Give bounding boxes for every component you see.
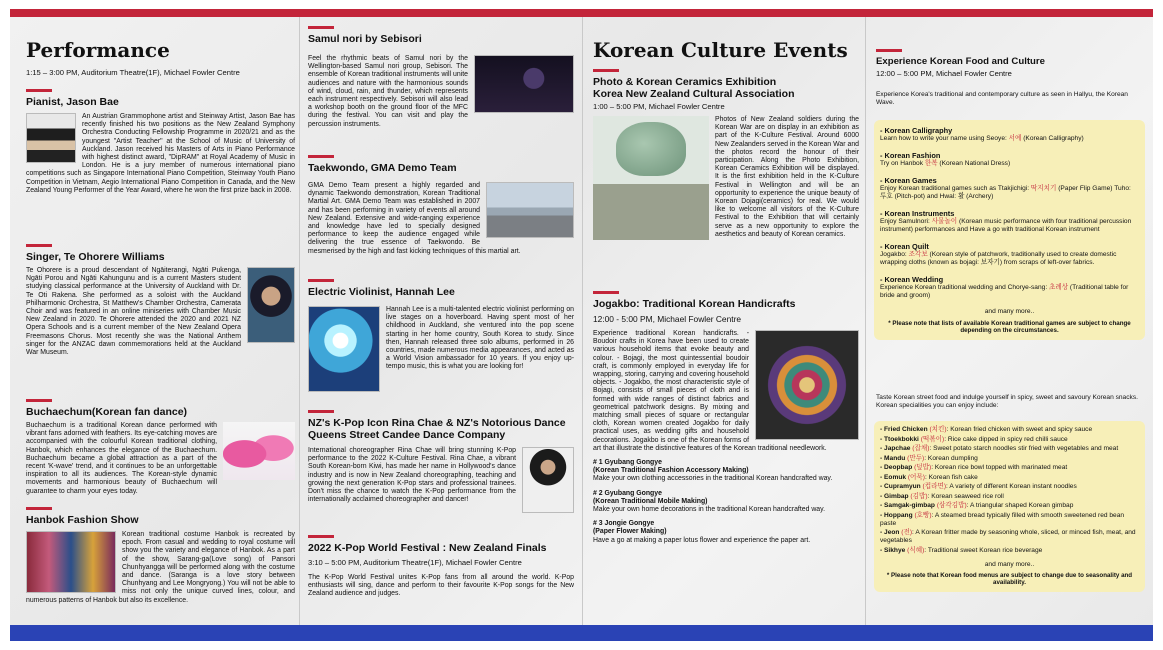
red-accent-bar bbox=[876, 49, 902, 52]
hanbok-heading: Hanbok Fashion Show bbox=[26, 514, 139, 526]
festival-time: 3:10 – 5:00 PM, Auditorium Theatre(1F), Michael Fowler Centre bbox=[308, 558, 522, 567]
jogakbo-time: 12:00 - 5:00 PM, Michael Fowler Centre bbox=[593, 314, 742, 324]
culture-activity-item bbox=[880, 176, 1139, 201]
pianist-section bbox=[26, 89, 295, 195]
activity-description bbox=[880, 218, 1139, 234]
gongye-description: Make your own clothing accessories in the traditional Korean handcrafted way. bbox=[593, 475, 833, 483]
activity-text: (Traditional table for bride and groom) bbox=[880, 284, 1129, 299]
pianist-heading: Pianist, Jason Bae bbox=[26, 96, 119, 108]
red-accent-bar bbox=[593, 291, 619, 294]
gongye-subtitle: (Korean Traditional Fashion Accessory Making) bbox=[593, 467, 749, 475]
photo-exhibition-description: Photos of New Zealand soldiers during the Korean War are on display in an exhibition as part of the K-Culture Festival. Around 6000 New Zealanders served in the Korean War and the photos record the honour of their participation. Along the Photo Exhibition, Korean Ceramics Exhibition will be displayed. It is the first exhibition held in the K-Culture Festival in Wellington and will be an opportunity to experience the unique beauty of Korean Dojagi(ceramics) for real. We would like to welcome all visitors of the K-Culture Festival to the Exhibition that will certainly serve as a new opportunity to explore the aesthetics and beauty of Korean ceramics. bbox=[715, 116, 859, 238]
red-accent-bar bbox=[26, 399, 52, 402]
food-intro: Taste Korean street food and indulge yourself in spicy, sweet and savoury Korean snacks. Korean specialities you can enjoy include: bbox=[876, 394, 1138, 409]
food-korean-name: (김밥) bbox=[910, 492, 928, 500]
activity-title: - Korean Fashion bbox=[880, 151, 941, 160]
activity-description bbox=[880, 251, 1139, 267]
activity-description bbox=[880, 160, 1139, 168]
activity-text: (Korean style of patchwork, traditionally used to create domestic wrapping cloths (known as bojagi: 보자기) from scraps of left-over fabrics. bbox=[880, 251, 1117, 266]
photo-exhibition-heading: Photo & Korean Ceramics Exhibition bbox=[593, 76, 777, 88]
food-note: * Please note that Korean food menus are subject to change due to seasonality and availability. bbox=[886, 571, 1133, 586]
gongye-subtitle: (Paper Flower Making) bbox=[593, 528, 667, 536]
food-description: : A triangular shaped Korean gimbap bbox=[966, 502, 1074, 509]
food-korean-name: (잡채) bbox=[912, 445, 930, 452]
kpop-section bbox=[308, 410, 574, 515]
red-accent-bar bbox=[308, 535, 334, 538]
food-intro-section bbox=[876, 394, 1143, 410]
taekwondo-heading: Taekwondo, GMA Demo Team bbox=[308, 162, 457, 174]
activity-title: - Korean Quilt bbox=[880, 242, 929, 251]
red-accent-bar bbox=[308, 279, 334, 282]
food-item bbox=[880, 502, 1139, 510]
jogakbo-description: Experience traditional Korean handicrafts. - Boudoir crafts in Korea have been used to create various household items that evoke beauty and colour. - Bojagi, the most quintessential boudoir craft, is commonly employed in everyday life for wrapping, storing, carrying and covering household objects. - Jogakbo, the most characteristic style of Bojagi, consists of small pieces of cloth and is formed with wide ranges of distinct fabrics and geometrical patchwork designs. By mixing and matching small pieces of square or rectangular cloth, Korean women created Jogakbo for daily practical uses, as wedding gifts and household decorations. Jogakbo is one of the Korean forms of art that illustrate the distinctive features of the Korean traditional needlework. bbox=[593, 330, 827, 452]
food-items-list bbox=[880, 426, 1139, 555]
culture-activity-item bbox=[880, 126, 1139, 143]
singer-section bbox=[26, 244, 295, 357]
food-culture-time: 12:00 – 5:00 PM, Michael Fowler Centre bbox=[876, 69, 1012, 78]
gongye-subtitle: (Korean Traditional Mobile Making) bbox=[593, 497, 708, 505]
food-item bbox=[880, 547, 1139, 555]
samul-description: Feel the rhythmic beats of Samul nori by the Wellington-based Samul nori group, Sebisori. The ensemble of Korean traditional instruments will unite audiences and nature with the harmonious sounds of wind, cloud, rain, and thunder, which represents each instrument respectively. Sebisori will also lead a workshop booth on the ground floor of the MFC during the festival. You can visit and play the percussion instruments. bbox=[308, 55, 468, 128]
food-name: - Japchae bbox=[880, 445, 911, 452]
hanbok-section bbox=[26, 507, 295, 605]
food-name: - Mandu bbox=[880, 454, 906, 462]
activity-text: Try on Hanbok bbox=[880, 160, 925, 167]
photo-exhibition-time: 1:00 – 5:00 PM, Michael Fowler Centre bbox=[593, 102, 725, 111]
food-korean-name: (어묵) bbox=[907, 473, 925, 481]
red-accent-bar bbox=[26, 507, 52, 510]
gongye-description: Have a go at making a paper lotus flower and experience the paper art. bbox=[593, 536, 811, 544]
red-accent-bar bbox=[26, 89, 52, 92]
performance-time: 1:15 – 3:00 PM, Auditorium Theatre(1F), Michael Fowler Centre bbox=[26, 68, 240, 77]
jogakbo-section bbox=[593, 291, 859, 545]
samul-section bbox=[308, 26, 574, 129]
column-culture-events bbox=[583, 17, 865, 625]
culture-items-list bbox=[880, 126, 1139, 300]
gongye-title: # 3 Jongie Gongye bbox=[593, 520, 655, 528]
activity-text: (Korean Calligraphy) bbox=[1021, 135, 1084, 142]
food-item bbox=[880, 474, 1139, 482]
food-item bbox=[880, 455, 1139, 463]
gongye-1 bbox=[593, 459, 859, 484]
food-description: : A Korean fritter made by seasoning whole, sliced, or minced fish, meat, and vegetables bbox=[880, 529, 1136, 544]
buchae-description: Buchaechum is a traditional Korean dance performed with vibrant fans adorned with feathers. Its eye-catching moves are accompanied with the colourful Korean traditional clothing, Hanbok, which enhances the elegance of the Buchaechum. Buchaechum became a global attraction as a part of the recent 'K-wave' trend, and it continues to be an unforgettable inspiration to all its audiences. The Korean-style dynamic movements and harmonious beauty of Buchaechum will guarantee to charm your eyes today. bbox=[26, 422, 217, 495]
food-item bbox=[880, 483, 1139, 491]
festival-heading: 2022 K-Pop World Festival : New Zealand Finals bbox=[308, 542, 547, 554]
food-name: - Ttoekbokki bbox=[880, 435, 919, 443]
food-korean-name: (식혜) bbox=[907, 546, 925, 554]
food-name: - Sikhye bbox=[880, 546, 906, 554]
food-name: - Hoppang bbox=[880, 511, 913, 519]
food-item bbox=[880, 512, 1139, 528]
festival-section bbox=[308, 535, 574, 599]
pianist-bio: An Austrian Grammophone artist and Steinway Artist, Jason Bae has recently finished his two positions as the New Zealand Symphony Orchestra Conducting Fellowship Programme in 2020/21 and as the youngest "Artist Teacher" at the School of Music of University of Auckland. Jason received his Masters of Arts in Piano Performance with highest distinct award, "DipRAM" at Royal Academy of Music in London. He is a jury member of numerous international piano competitions such as Singapore International Piano Competition, Steinway Youth Piano Competition in Vietnam, Aegio International Piano Competition in Canada, and the New Zealand Young Performer of the Year Award, where he won the first prize back in 2008. bbox=[26, 113, 295, 194]
korean-term: 딱지치기 bbox=[1030, 185, 1057, 192]
korean-term: 사물놀이 bbox=[931, 218, 958, 225]
activity-text: Enjoy Samulnori: bbox=[880, 218, 932, 225]
violinist-photo bbox=[308, 306, 380, 392]
more-foods: and many more.. bbox=[984, 560, 1035, 568]
association-heading: Korea New Zealand Cultural Association bbox=[593, 88, 795, 100]
fan-dance-photo bbox=[223, 422, 295, 480]
gongye-2 bbox=[593, 490, 859, 515]
buchae-section bbox=[26, 399, 295, 496]
celadon-vase bbox=[616, 122, 686, 176]
activity-title: - Korean Instruments bbox=[880, 209, 955, 218]
pianist-photo bbox=[26, 113, 76, 163]
food-item bbox=[880, 529, 1139, 545]
bottom-blue-band bbox=[10, 625, 1153, 641]
activity-text: (Paper Flip Game) Tuho: 투호 (Pitch-pot) and Hwal: 활 (Archery) bbox=[880, 185, 1131, 200]
food-description: : Korean dumpling bbox=[924, 454, 978, 462]
food-description: : Rice cake dipped in spicy red chilli sauce bbox=[944, 435, 1068, 443]
taekwondo-description: GMA Demo Team present a highly regarded and dynamic Taekwondo demonstration, Korean Traditional Martial Art. GMA Demo Team was established in 2007 and has been performing in variety of events all around New Zealand. Extensive and wide-ranging experience and knowledge have led to specially designed performance to keep the audience engaged while delivering the true essence of Taekwondo. Be mesmerised by the high and fast kicking techniques of this martial art. bbox=[308, 182, 521, 255]
red-accent-bar bbox=[26, 244, 52, 247]
top-band bbox=[0, 0, 1163, 18]
food-item bbox=[880, 493, 1139, 501]
activity-description bbox=[880, 135, 1139, 143]
food-name: - Samgak-gimbap bbox=[880, 502, 935, 509]
food-item bbox=[880, 426, 1139, 434]
food-description: : Korean fish cake bbox=[925, 473, 978, 481]
activity-title: - Korean Wedding bbox=[880, 275, 944, 284]
festival-description: The K-Pop World Festival unites K-Pop fans from all around the world. K-Pop enthusiasts will sing, dance and perform to their favourite K-Pop songs for the New Zealand audience and judges. bbox=[308, 574, 574, 598]
column-performance bbox=[16, 17, 299, 625]
culture-activity-item bbox=[880, 209, 1139, 234]
activity-text: (Korean National Dress) bbox=[937, 160, 1011, 167]
hanbok-description: Korean traditional costume Hanbok is recreated by epoch. From casual and wedding to royal costume will show you the variety and elegance of Hanbok. As a part of the show, Sarang-ga(Love song) of Pansori Chunhyangga will be performed along with the costume and dance. (Saranga is a love story between Chunhyang and Lee Mongryong.) You will not be able to miss not only the unique curved lines, colour, and numerous patterns of Hanbok but also its excellence. bbox=[26, 531, 295, 604]
violin-section bbox=[308, 279, 574, 394]
activity-title: - Korean Games bbox=[880, 176, 937, 185]
food-description: : Traditional sweet Korean rice beverage bbox=[924, 546, 1043, 554]
activity-text: Enjoy Korean traditional games such as Ttakjichigi: bbox=[880, 185, 1031, 192]
red-accent-bar bbox=[593, 69, 619, 72]
culture-intro: Experience Korea's traditional and contemporary culture as seen in Hallyu, the Korean Wave. bbox=[876, 91, 1128, 106]
food-korean-name: (만두) bbox=[907, 454, 925, 462]
taekwondo-section bbox=[308, 155, 574, 256]
food-culture-header bbox=[876, 49, 1143, 107]
gongye-3 bbox=[593, 520, 859, 545]
samul-nori-photo bbox=[474, 55, 574, 113]
violin-description: Hannah Lee is a multi-talented electric violinist performing on live stages on a hoverboard. Having spent most of her childhood in Auckland, she ventured into the pop scene starting in her home country, South Korea to study. Since then, Hannah released three solo albums, performed in 26 countries, made numerous media appearances, and acted as a World Vision ambassador for 10 years. If you enjoy up-tempo music, this is what you are looking for! bbox=[386, 306, 574, 371]
food-name: - Cupramyun bbox=[880, 483, 921, 490]
culture-activity-item bbox=[880, 275, 1139, 300]
games-note: * Please note that lists of available Korean traditional games are subject to change depending on the circumstances. bbox=[888, 320, 1131, 334]
culture-activity-item bbox=[880, 151, 1139, 168]
ceramics-and-war-photo bbox=[593, 116, 709, 240]
activity-text: Learn how to write your name using Seoye: bbox=[880, 135, 1009, 142]
section-title-culture-events: Korean Culture Events bbox=[593, 38, 848, 62]
samul-heading: Samul nori by Sebisori bbox=[308, 33, 422, 45]
column-food-culture bbox=[866, 17, 1153, 625]
violin-heading: Electric Violinist, Hannah Lee bbox=[308, 286, 455, 298]
food-culture-heading: Experience Korean Food and Culture bbox=[876, 56, 1045, 67]
food-korean-name: (호빵) bbox=[914, 511, 932, 519]
singer-photo bbox=[247, 267, 295, 343]
food-name: - Jeon bbox=[880, 529, 900, 536]
food-name: - Fried Chicken bbox=[880, 426, 928, 433]
food-korean-name: (전) bbox=[901, 529, 913, 536]
red-accent-bar bbox=[308, 410, 334, 413]
food-description: : Korean fried chicken with sweet and spicy sauce bbox=[946, 426, 1093, 433]
food-description: : Korean rice bowl topped with marinated meat bbox=[931, 464, 1068, 471]
korean-term: 서예 bbox=[1008, 135, 1022, 142]
buchae-heading: Buchaechum(Korean fan dance) bbox=[26, 406, 188, 418]
food-item bbox=[880, 464, 1139, 472]
food-item bbox=[880, 445, 1139, 453]
activity-description bbox=[880, 185, 1139, 201]
gongye-title: # 1 Gyubang Gongye bbox=[593, 459, 662, 467]
food-name: - Eomuk bbox=[880, 473, 907, 481]
culture-activity-item bbox=[880, 242, 1139, 267]
food-korean-name: (삼각김밥) bbox=[936, 502, 967, 509]
more-activities: and many more.. bbox=[984, 308, 1035, 315]
red-accent-bar bbox=[308, 26, 334, 29]
food-korean-name: (덮밥) bbox=[914, 464, 932, 471]
rina-chae-photo bbox=[522, 447, 574, 513]
top-red-stripe bbox=[10, 9, 1153, 17]
singer-bio: Te Ohorere is a proud descendant of Ngāiterangi, Ngāti Pukenga, Ngāti Porou and Ngāti Kahungunu and is a current Masters student studying classical performance at the University of Auckland with Dr. Te Oti Rakena. She performed as a soloist with the Auckland Philharmonic Orchestra, St Matthew's Chamber Orchestra, Camerata Choir and was featured in an online miniseries with Chamber Music New Zealand in 2020. Te Ohorere attended the 2020 and 2021 NZ Opera Schools and is a current member of the New Zealand Opera Freemasons Chorus. Most recently she was the National Anthem singer for the ANZAC dawn commemorations held at the Auckland War Museum. bbox=[26, 267, 241, 357]
hanbok-show-photo bbox=[26, 531, 116, 593]
culture-activities-box bbox=[874, 120, 1145, 340]
gongye-title: # 2 Gyubang Gongye bbox=[593, 489, 662, 497]
taekwondo-photo bbox=[486, 182, 574, 238]
food-description: : A variety of different Korean instant noodles bbox=[946, 483, 1077, 490]
singer-heading: Singer, Te Ohorere Williams bbox=[26, 251, 165, 263]
red-accent-bar bbox=[308, 155, 334, 158]
korean-term: 한복 bbox=[924, 160, 938, 167]
food-description: : Korean seaweed rice roll bbox=[927, 492, 1004, 500]
section-title-performance: Performance bbox=[26, 38, 170, 62]
food-name: - Gimbap bbox=[880, 492, 909, 500]
column-performance-continued bbox=[300, 17, 582, 625]
kpop-heading: NZ's K-Pop Icon Rina Chae & NZ's Notorious Dance Queens Street Candee Dance Company bbox=[308, 417, 566, 441]
korean-term: 조각보 bbox=[908, 251, 928, 258]
brochure-page bbox=[10, 17, 1153, 625]
activity-title: - Korean Calligraphy bbox=[880, 126, 953, 135]
food-korean-name: (떡볶이) bbox=[920, 435, 945, 443]
activity-text: Experience Korean traditional wedding and Chorye-sang: bbox=[880, 284, 1049, 291]
korean-term: 초례상 bbox=[1048, 284, 1069, 291]
food-list-box bbox=[874, 421, 1145, 592]
kpop-description: International choreographer Rina Chae will bring stunning K-Pop performance to the 2022 K-Culture Festival. Rina Chae, a vibrant South Korean-born Kiwi, has made her name in Hollywood's dance industry and is now in New Zealand choreographing, teaching and growing the next generation K-Pop stars and professional trainees. Don't miss the chance to watch the K-Pop performance from the internationally acclaimed choreographer and dancer! bbox=[308, 447, 516, 504]
food-item bbox=[880, 436, 1139, 444]
food-description: : A steamed bread typically filled with smooth sweetened red bean paste bbox=[880, 511, 1125, 527]
food-korean-name: (치킨) bbox=[929, 426, 947, 433]
gongye-description: Make your own home decorations in the traditional Korean handcrafted way. bbox=[593, 506, 825, 514]
food-korean-name: (컵라면) bbox=[922, 483, 947, 490]
food-name: - Deopbap bbox=[880, 464, 913, 471]
food-description: : Sweet potato starch noodles stir fried with vegetables and meat bbox=[929, 445, 1119, 452]
photo-exhibition-section bbox=[593, 69, 859, 242]
activity-text: (Korean music performance with four traditional percussion instrument) performances and Have a go with traditional Korean instrument bbox=[880, 218, 1132, 233]
activity-text: Jogakbo: bbox=[880, 251, 909, 258]
activity-description bbox=[880, 284, 1139, 300]
jogakbo-photo bbox=[755, 330, 859, 440]
jogakbo-heading: Jogakbo: Traditional Korean Handicrafts bbox=[593, 298, 796, 310]
